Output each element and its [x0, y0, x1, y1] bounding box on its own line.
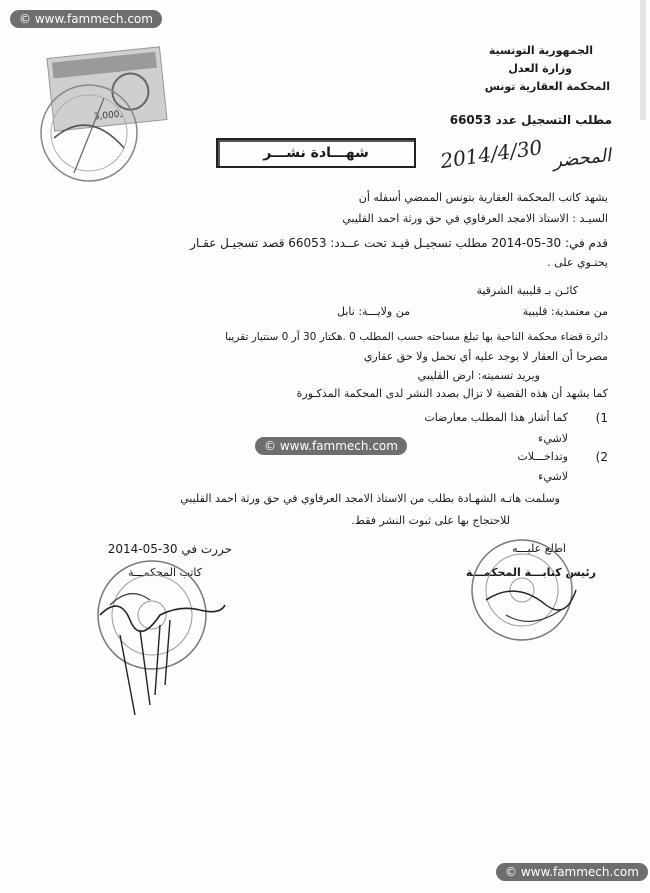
head-clerk-title: رئيس كتابـــة المحكمـــة [465, 566, 596, 579]
written-at-line: حررت في 30-05-2014 [107, 542, 232, 556]
delivered-line: وسلمت هاتـه الشهـادة بطلب من الاستاذ الامجد العرفاوي في حق ورثة احمد القليبي [180, 492, 560, 505]
item-1-value: لاشيء [538, 432, 568, 445]
presented-line: قدم في: 30-05-2014 مطلب تسجيـل قيـد تحت عــدد: 66053 قصد تسجيـل عقـار [190, 236, 608, 250]
delegation-line: من معتمدية: قليبية [522, 305, 608, 318]
fiscal-stamp: 3,000د [46, 46, 167, 132]
registration-request-number: مطلب التسجيل عدد 66053 [449, 113, 612, 127]
purpose-line: للاحتجاج بها على ثبوت النشر فقط. [351, 514, 510, 527]
location-line: كائـن بـ قليبية الشرقية [476, 284, 578, 297]
item-1-number: (1 [595, 411, 608, 425]
header-line-1: الجمهورية التونسية [488, 44, 593, 57]
handwritten-note: المحضر [552, 145, 613, 172]
scan-edge-mark [640, 0, 646, 120]
item-1-text: كما أشار هذا المطلب معارضات [424, 411, 568, 424]
watermark-top: © www.fammech.com [10, 10, 162, 28]
item-2-text: وتداخـــلات [517, 450, 568, 463]
header-line-2: وزارة العدل [508, 62, 572, 75]
document-title: شهـــادة نشـــر [216, 138, 416, 168]
signature-right-icon [476, 560, 586, 640]
contains-line: يحتـوي على . [547, 256, 608, 269]
area-line: دائرة قضاء محكمة الناحية بها تبلغ مساحته حسب المطلب 0 .هكتار 30 آر 0 سنتيار تقريبا [225, 331, 608, 343]
declaration-line: مصرحا أن العقار لا يوجد عليه أي تحمل ولا حق عقاري [363, 350, 608, 363]
round-postmark-icon [34, 78, 144, 188]
reviewed-label: اطلع عليـــه [512, 542, 566, 555]
item-2-value: لاشيء [538, 470, 568, 483]
pending-line: كما يشهد أن هذه القضية لا تزال بصدد النشر لدى المحكمة المذكـورة [296, 387, 608, 400]
header-line-3: المحكمة العقارية تونس [484, 80, 610, 93]
item-2-number: (2 [595, 450, 608, 464]
clerk-title: كاتب المحكمـــة [128, 566, 202, 579]
wilaya-line: من ولايـــة: نابل [337, 305, 410, 318]
clerk-line: يشهد كاتب المحكمة العقارية بتونس الممضي أسفله أن [358, 191, 608, 204]
applicant-line: السيـد : الاستاذ الامجد العرفاوي في حق ورثة احمد القليبي [342, 212, 608, 225]
property-name-line: ويريد تسميته: ارض القليبي [417, 369, 540, 382]
watermark-middle: © www.fammech.com [255, 437, 407, 455]
signature-left-icon [90, 575, 230, 725]
handwritten-date: 2014/4/30 [438, 134, 544, 174]
watermark-bottom: © www.fammech.com [496, 863, 648, 881]
